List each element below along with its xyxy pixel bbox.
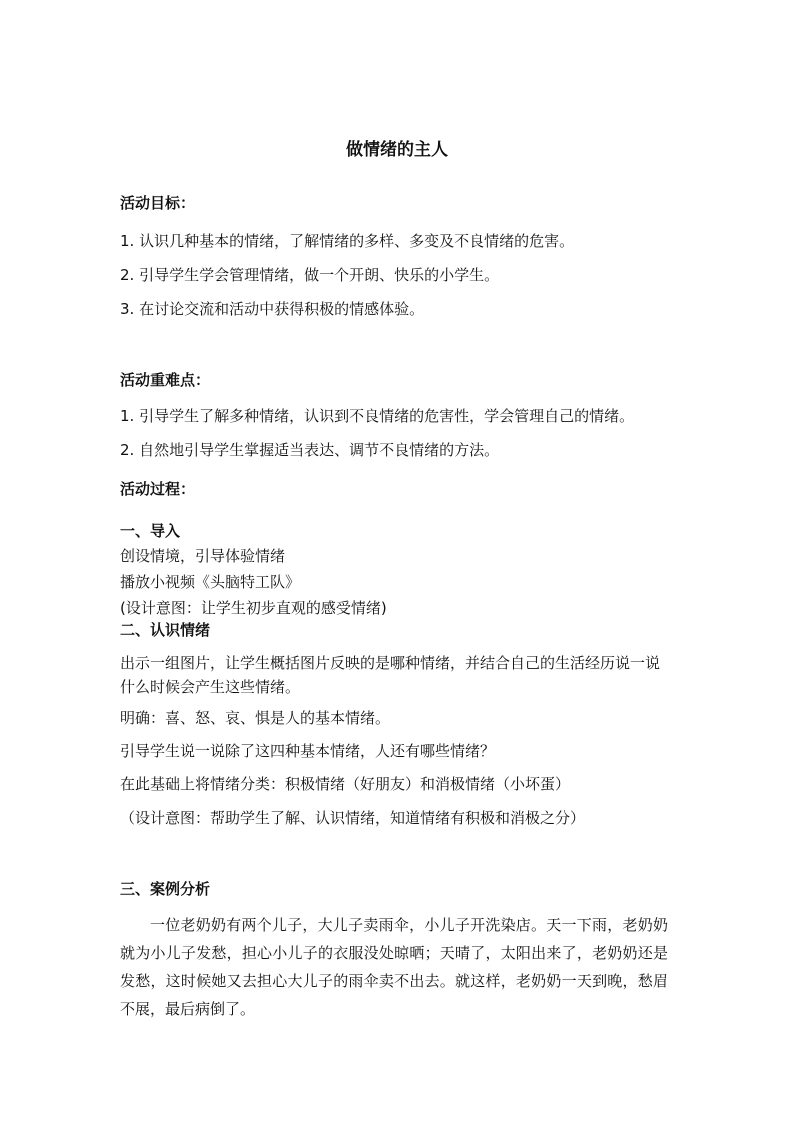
section2-paragraph: 出示一组图片，让学生概括图片反映的是哪种情绪，并结合自己的生活经历说一说什么时候会产生这些情绪。 (120, 654, 661, 696)
section1-line-2: 播放小视频《头脑特工队》 (120, 573, 301, 591)
section2-line-1: 明确：喜、怒、哀、惧是人的基本情绪。 (120, 709, 391, 727)
section1-line-1: 创设情境，引导体验情绪 (120, 547, 286, 565)
section2-line-3: 在此基础上将情绪分类：积极情绪（好朋友）和消极情绪（小坏蛋） (120, 775, 571, 793)
section2-line-2: 引导学生说一说除了这四种基本情绪，人还有哪些情绪？ (120, 742, 496, 760)
goals-item-1: 1. 认识几种基本的情绪，了解情绪的多样、多变及不良情绪的危害。 (120, 232, 575, 250)
goals-heading: 活动目标： (120, 194, 196, 212)
goals-item-2: 2. 引导学生学会管理情绪，做一个开朗、快乐的小学生。 (120, 266, 500, 284)
section3-heading: 三、案例分析 (120, 880, 211, 898)
section2-heading: 二、认识情绪 (120, 621, 211, 639)
process-heading: 活动过程： (120, 480, 196, 498)
section1-line-3: (设计意图：让学生初步直观的感受情绪) (120, 599, 387, 617)
page-title: 做情绪的主人 (346, 140, 448, 160)
key-points-item-2: 2. 自然地引导学生掌握适当表达、调节不良情绪的方法。 (120, 441, 500, 459)
goals-item-3: 3. 在讨论交流和活动中获得积极的情感体验。 (120, 300, 425, 318)
section2-line-4: （设计意图：帮助学生了解、认识情绪，知道情绪有积极和消极之分） (120, 809, 586, 827)
section1-heading: 一、导入 (120, 522, 181, 540)
case-paragraph: 一位老奶奶有两个儿子，大儿子卖雨伞，小儿子开洗染店。天一下雨，老奶奶就为小儿子发愁，担心小儿子的衣服没处晾晒；天晴了，太阳出来了，老奶奶还是发愁，这时候她又去担心大儿子的雨伞卖不出去。就这样，老奶奶一天到晚，愁眉不展，最后病倒了。 (120, 916, 668, 1018)
key-points-heading: 活动重难点： (120, 371, 211, 389)
key-points-item-1: 1. 引导学生了解多种情绪，认识到不良情绪的危害性，学会管理自己的情绪。 (120, 407, 635, 425)
